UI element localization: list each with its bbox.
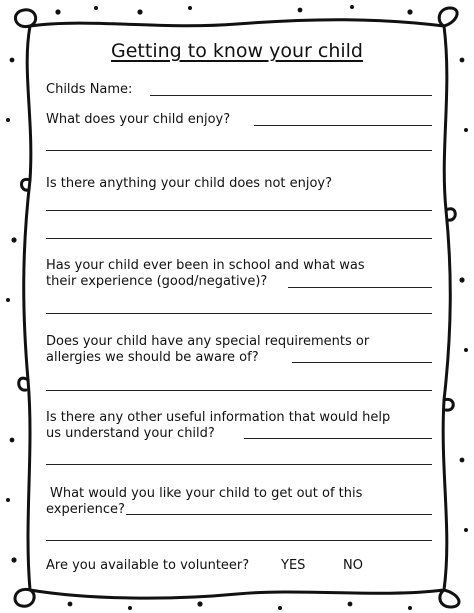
school-question-line-1: Has your child ever been in school and what was bbox=[46, 258, 365, 273]
volunteer-question: Are you available to volunteer? bbox=[46, 558, 250, 573]
outcome-answer-line-2[interactable] bbox=[46, 540, 432, 541]
outcome-answer-line-1[interactable] bbox=[126, 514, 432, 515]
useful-question-line-1: Is there any other useful information that would help bbox=[46, 410, 391, 425]
outcome-question-line-1: What would you like your child to get out of this bbox=[50, 486, 363, 501]
childs-name-line[interactable] bbox=[150, 95, 432, 96]
not-enjoy-question: Is there anything your child does not enjoy? bbox=[46, 176, 333, 191]
enjoy-question: What does your child enjoy? bbox=[46, 112, 231, 127]
useful-answer-line-2[interactable] bbox=[46, 464, 432, 465]
enjoy-answer-line-2[interactable] bbox=[46, 150, 432, 151]
outcome-question-line-2: experience? bbox=[46, 502, 125, 517]
form-title: Getting to know your child bbox=[111, 40, 363, 62]
childs-name-label: Childs Name: bbox=[46, 82, 133, 97]
school-answer-line-1[interactable] bbox=[288, 287, 432, 288]
school-answer-line-2[interactable] bbox=[46, 313, 432, 314]
special-question-line-1: Does your child have any special requirements or bbox=[46, 334, 370, 349]
volunteer-yes-option[interactable]: YES bbox=[281, 558, 306, 573]
not-enjoy-answer-line-2[interactable] bbox=[46, 238, 432, 239]
school-question-line-2: their experience (good/negative)? bbox=[46, 274, 268, 289]
volunteer-no-option[interactable]: NO bbox=[343, 558, 363, 573]
useful-question-line-2: us understand your child? bbox=[46, 426, 215, 441]
useful-answer-line-1[interactable] bbox=[244, 438, 432, 439]
special-answer-line-1[interactable] bbox=[292, 362, 432, 363]
special-answer-line-2[interactable] bbox=[46, 390, 432, 391]
not-enjoy-answer-line-1[interactable] bbox=[46, 210, 432, 211]
enjoy-answer-line-1[interactable] bbox=[254, 125, 432, 126]
special-question-line-2: allergies we should be aware of? bbox=[46, 350, 259, 365]
